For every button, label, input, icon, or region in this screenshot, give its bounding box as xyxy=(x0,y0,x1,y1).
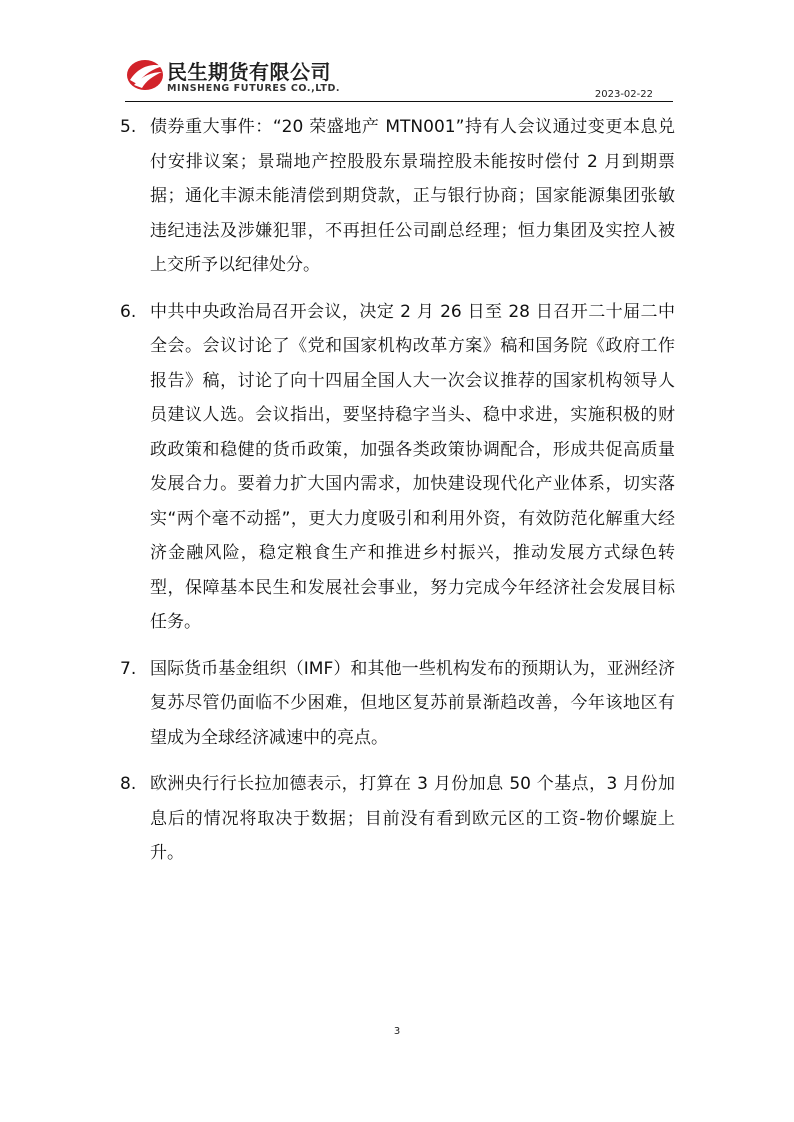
report-date: 2023-02-22 xyxy=(594,89,653,100)
news-list xyxy=(120,110,675,883)
list-item xyxy=(120,652,675,756)
item-number: 8. xyxy=(120,774,137,794)
item-text: 国际货币基金组织（IMF）和其他一些机构发布的预期认为，亚洲经济复苏尽管仍面临不少困难，但地区复苏前景渐趋改善，今年该地区有望成为全球经济减速中的亮点。 xyxy=(150,658,675,748)
list-item xyxy=(120,110,675,283)
minsheng-logo-icon xyxy=(125,57,165,93)
page-header xyxy=(125,55,673,103)
item-text: 债券重大事件：“20 荣盛地产 MTN001”持有人会议通过变更本息兑付安排议案；景瑞地产控股股东景瑞控股未能按时偿付 2 月到期票据；通化丰源未能清偿到期贷款，正与银行协商；国家能源集团张敏违纪违法及涉嫌犯罪，不再担任公司副总经理；恒力集团及实控人被上交所予以纪律处分。 xyxy=(150,117,675,275)
list-item xyxy=(120,295,675,640)
page-number: 3 xyxy=(393,1026,401,1037)
item-number: 7. xyxy=(120,658,137,679)
header-divider xyxy=(125,101,673,102)
item-number: 6. xyxy=(120,301,137,322)
list-item xyxy=(120,767,675,871)
item-number: 5. xyxy=(120,117,137,137)
item-text: 欧洲央行行长拉加德表示，打算在 3 月份加息 50 个基点，3 月份加息后的情况将取决于数据；目前没有看到欧元区的工资-物价螺旋上升。 xyxy=(150,774,675,863)
company-name-en: MINSHENG FUTURES CO.,LTD. xyxy=(167,83,341,94)
item-text: 中共中央政治局召开会议，决定 2 月 26 日至 28 日召开二十届二中全会。会议讨论了《党和国家机构改革方案》稿和国务院《政府工作报告》稿，讨论了向十四届全国人大一次会议推荐的国家机构领导人员建议人选。会议指出，要坚持稳字当头、稳中求进，实施积极的财政政策和稳健的货币政策，加强各类政策协调配合，形成共促高质量发展合力。要着力扩大国内需求，加快建设现代化产业体系，切实落实“两个毫不动摇”，更大力度吸引和利用外资，有效防范化解重大经济金融风险，稳定粮食生产和推进乡村振兴，推动发展方式绿色转型，保障基本民生和发展社会事业，努力完成今年经济社会发展目标任务。 xyxy=(150,301,675,632)
company-name-cn: 民生期货有限公司 xyxy=(167,60,331,84)
